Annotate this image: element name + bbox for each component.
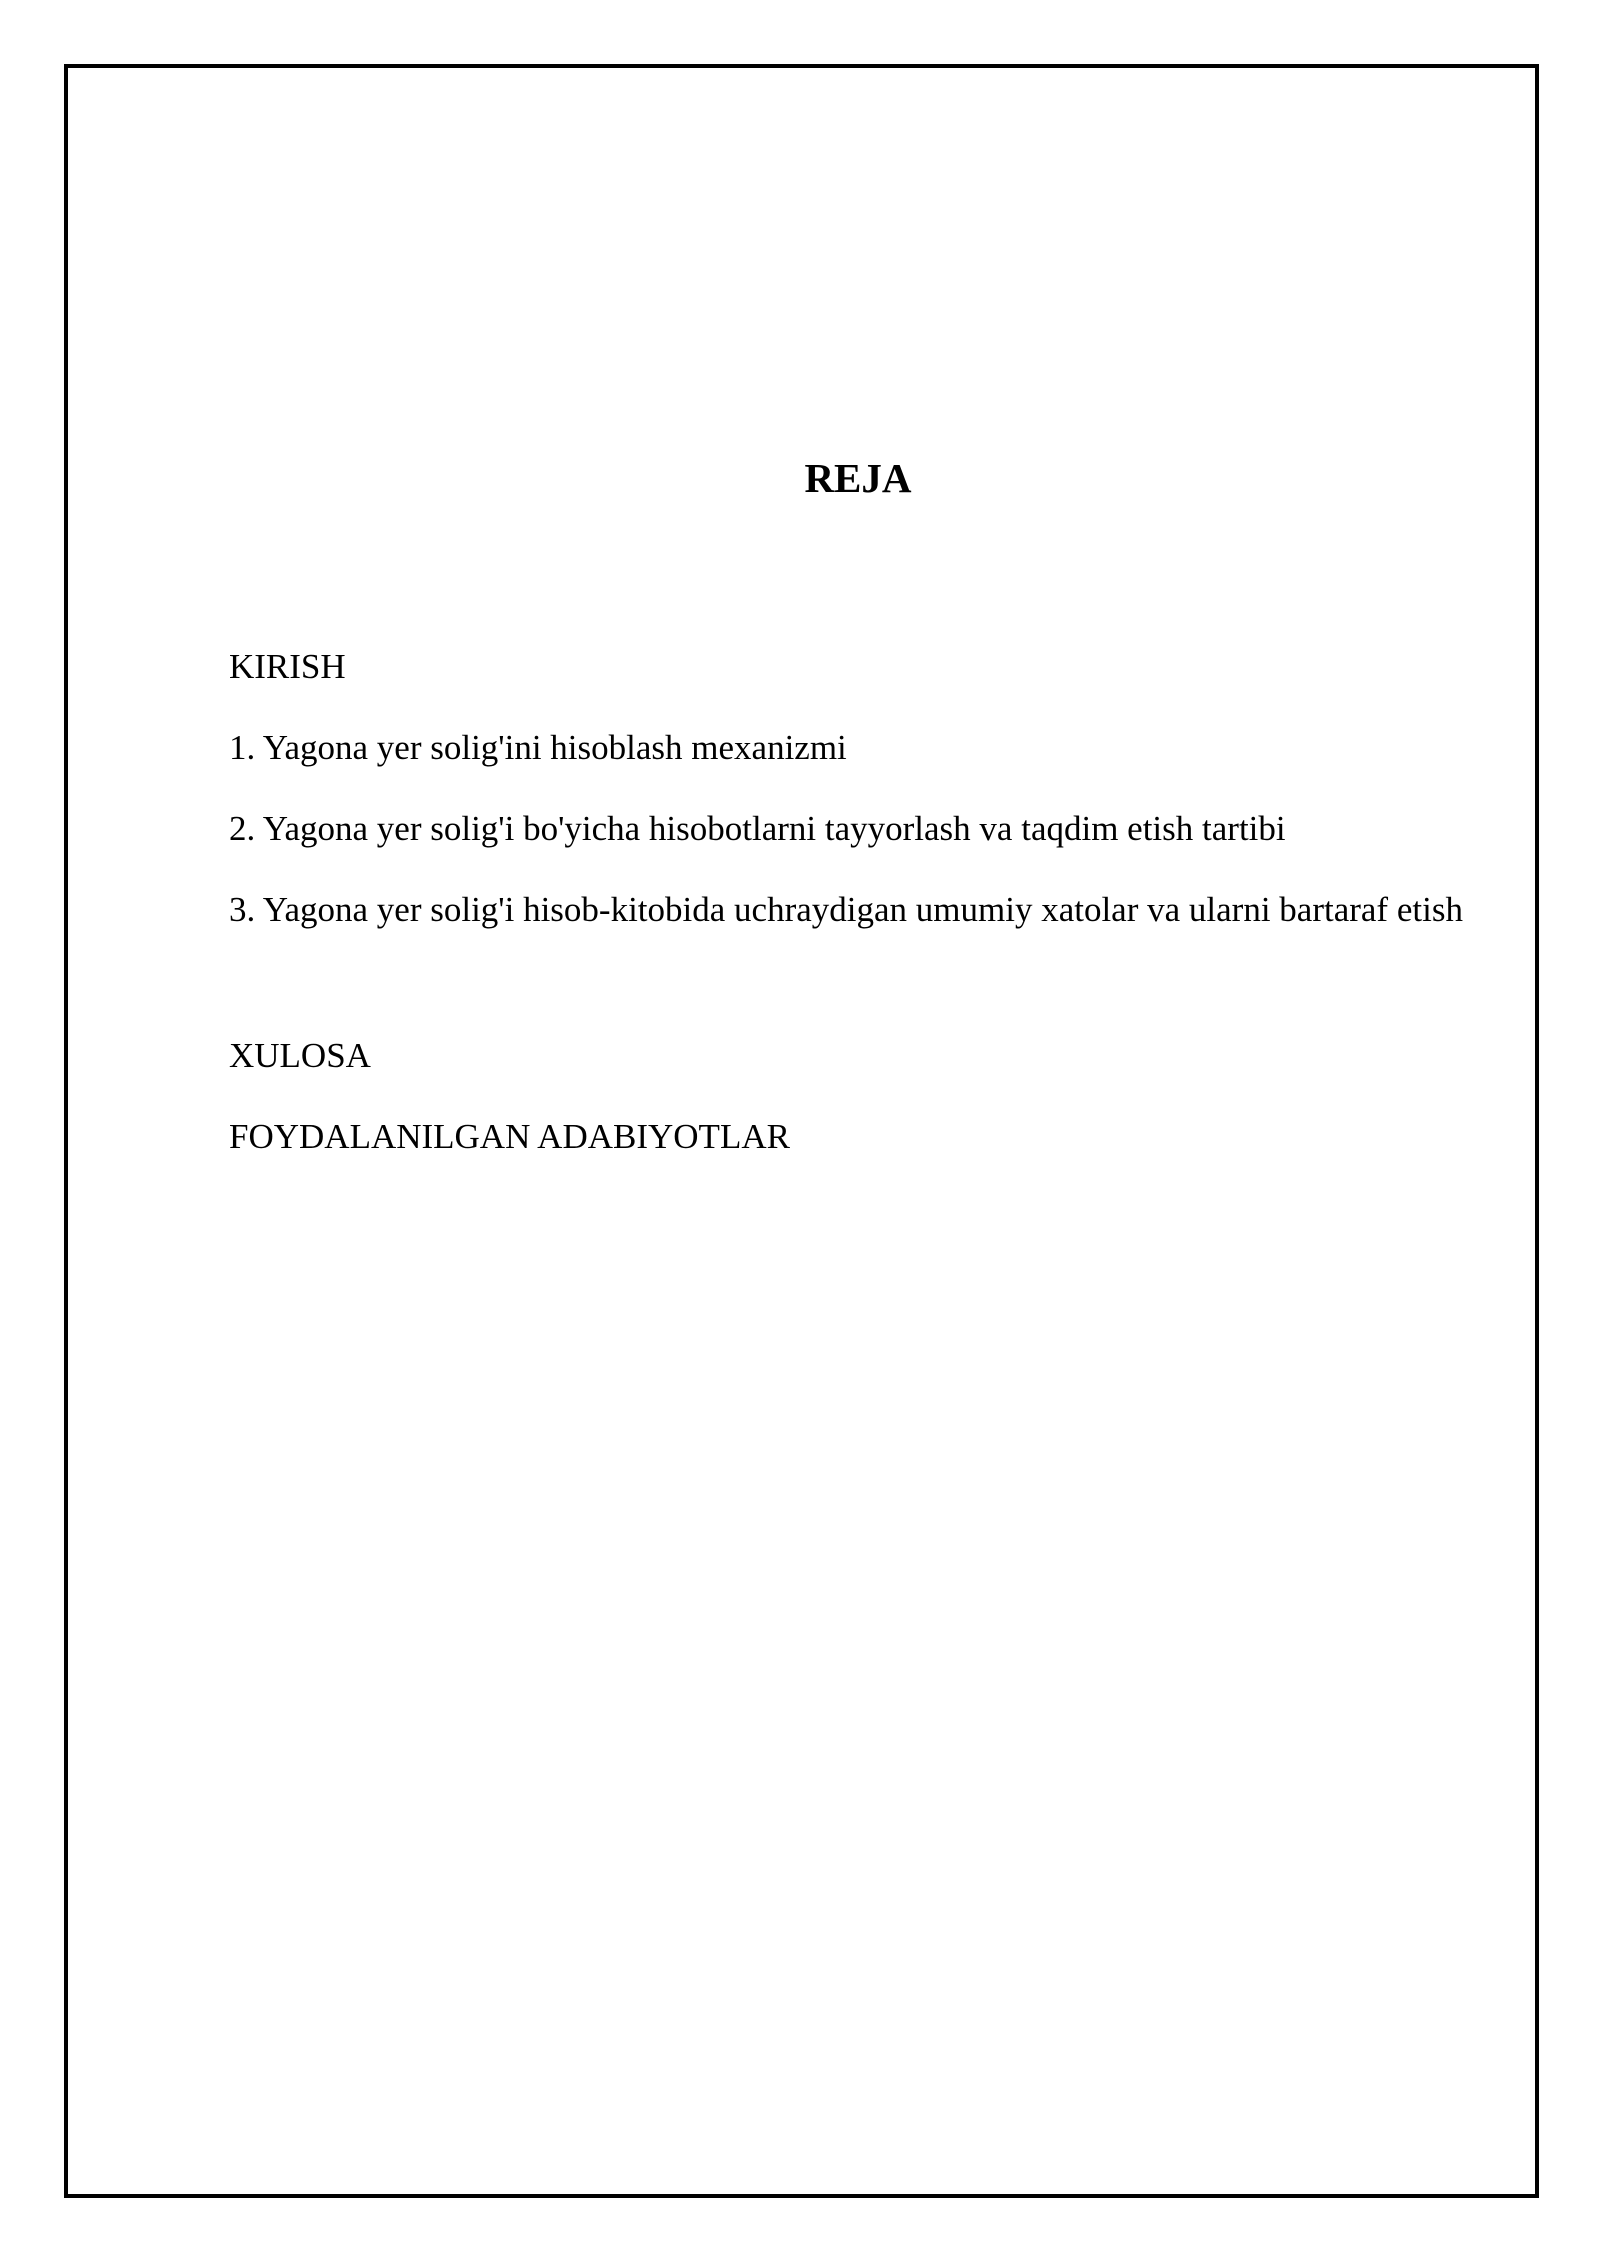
- toc-item-conclusion: XULOSA: [229, 1036, 371, 1075]
- toc-item-references: FOYDALANILGAN ADABIYOTLAR: [229, 1117, 790, 1156]
- toc-item-section-1: 1. Yagona yer solig'ini hisoblash mexanizmi: [229, 728, 847, 767]
- toc-item-section-3: 3. Yagona yer solig'i hisob-kitobida uchraydigan umumiy xatolar va ularni bartaraf etish: [229, 890, 1463, 929]
- page-title: REJA: [804, 455, 912, 501]
- toc-item-section-2: 2. Yagona yer solig'i bo'yicha hisobotlarni tayyorlash va taqdim etish tartibi: [229, 809, 1286, 848]
- toc-item-introduction: KIRISH: [229, 647, 346, 686]
